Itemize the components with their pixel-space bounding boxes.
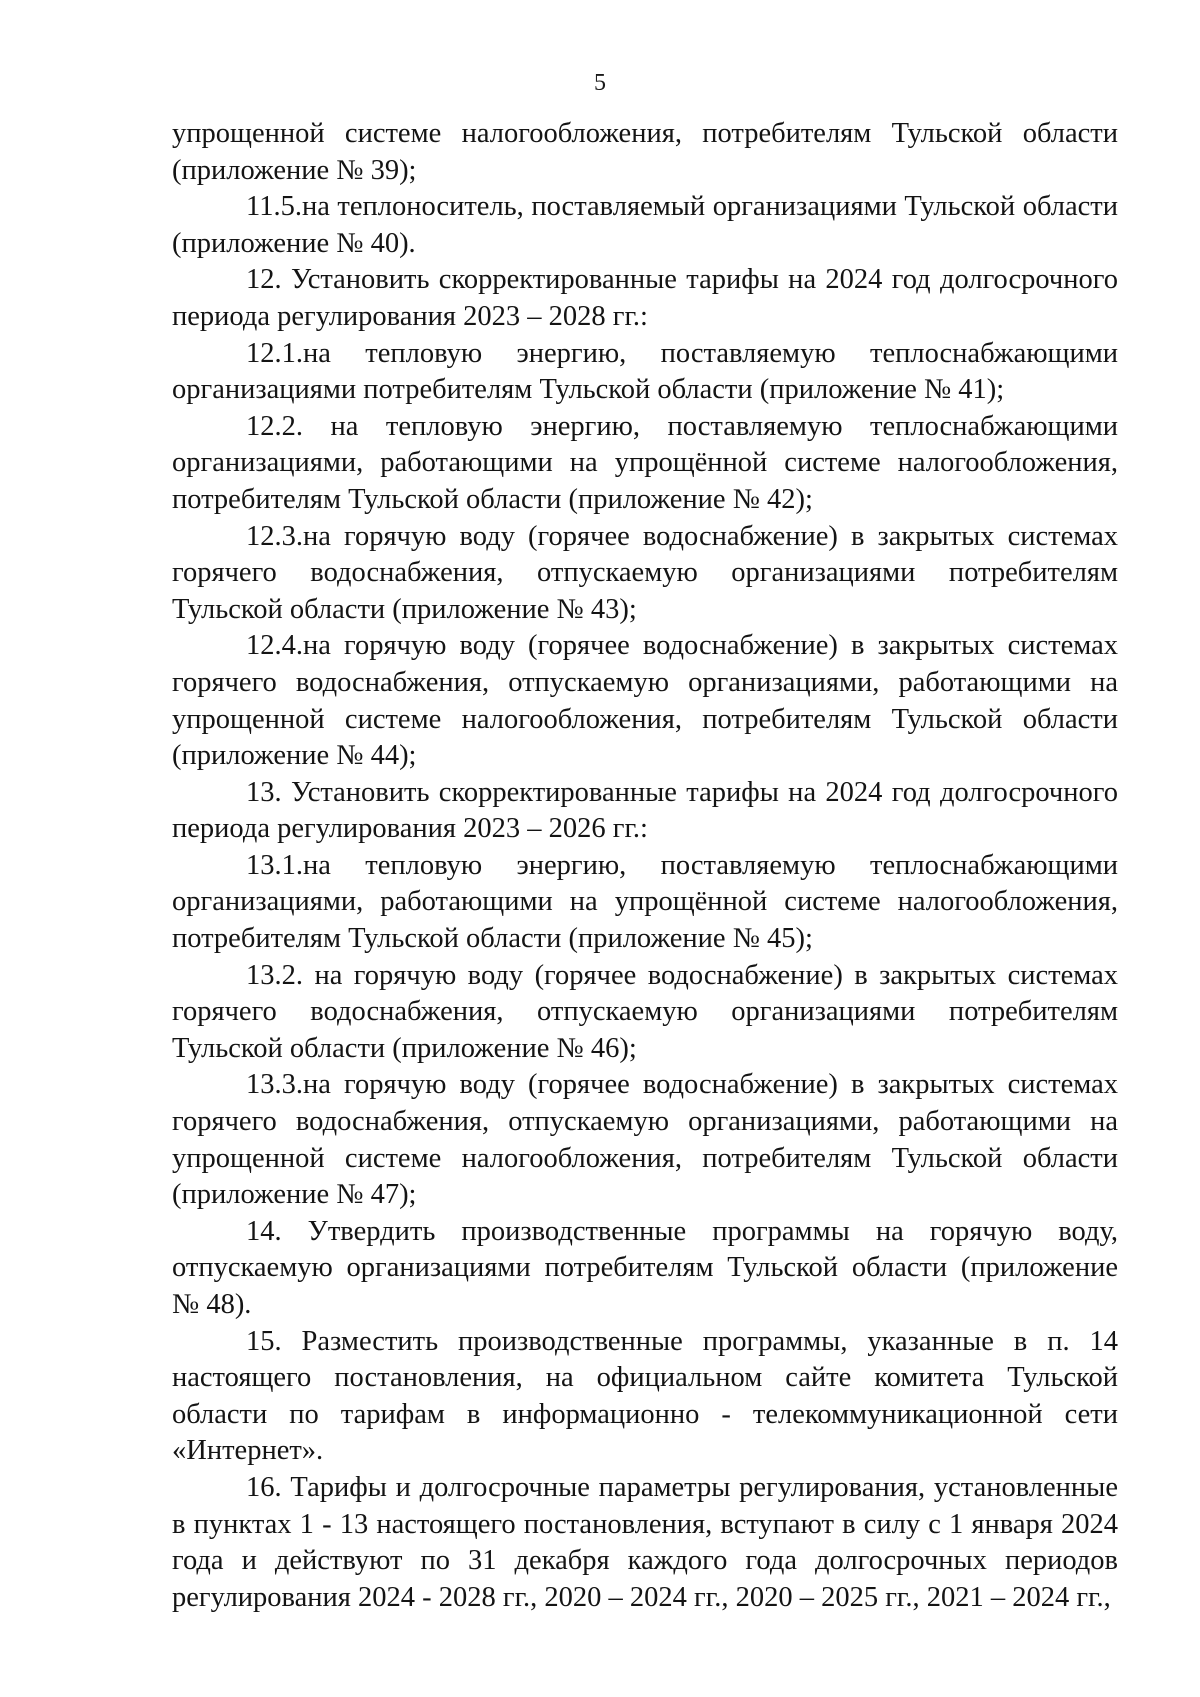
paragraph-11-5: 11.5.на теплоноситель, поставляемый организациями Тульской области (приложение № 40).	[172, 191, 1118, 259]
paragraph-13-2: 13.2. на горячую воду (горячее водоснабжение) в закрытых системах горячего водоснабжения, отпускаемую организациями потребителям Тульской области (приложение № 46);	[172, 959, 1118, 1064]
paragraph-15: 15. Разместить производственные программы, указанные в п. 14 настоящего постановления, на официальном сайте комитета Тульской области по тарифам в информационно - телекоммуникационной сети «Интернет».	[172, 1325, 1118, 1467]
paragraph-13-3: 13.3.на горячую воду (горячее водоснабжение) в закрытых системах горячего водоснабжения, отпускаемую организациями, работающими на упрощенной системе налогообложения, потребителям Тульской области (приложение № 47);	[172, 1069, 1118, 1211]
paragraph-12: 12. Установить скорректированные тарифы на 2024 год долгосрочного периода регулирования 2023 – 2028 гг.:	[172, 264, 1118, 332]
paragraph-12-4: 12.4.на горячую воду (горячее водоснабжение) в закрытых системах горячего водоснабжения, отпускаемую организациями, работающими на упрощенной системе налогообложения, потребителям Тульской области (приложение № 44);	[172, 630, 1118, 772]
paragraph-14: 14. Утвердить производственные программы на горячую воду, отпускаемую организациями потребителям Тульской области (приложение № 48).	[172, 1215, 1118, 1320]
paragraph-13-1: 13.1.на тепловую энергию, поставляемую теплоснабжающими организациями, работающими на упрощённой системе налогообложения, потребителям Тульской области (приложение № 45);	[172, 849, 1118, 955]
paragraph-12-3: 12.3.на горячую воду (горячее водоснабжение) в закрытых системах горячего водоснабжения, отпускаемую организациями потребителям Тульской области (приложение № 43);	[172, 520, 1118, 625]
paragraph-13: 13. Установить скорректированные тарифы на 2024 год долгосрочного периода регулирования 2023 – 2026 гг.:	[172, 776, 1118, 845]
paragraph-continuation: упрощенной системе налогообложения, потребителям Тульской области (приложение № 39);	[172, 118, 1118, 186]
page-number: 5	[594, 70, 606, 96]
document-body	[172, 116, 1118, 1616]
paragraph-12-2: 12.2. на тепловую энергию, поставляемую теплоснабжающими организациями, работающими на упрощённой системе налогообложения, потребителям Тульской области (приложение № 42);	[172, 410, 1118, 515]
paragraph-12-1: 12.1.на тепловую энергию, поставляемую теплоснабжающими организациями потребителям Тульской области (приложение № 41);	[172, 337, 1118, 406]
paragraph-16: 16. Тарифы и долгосрочные параметры регулирования, установленные в пунктах 1 - 13 настоящего постановления, вступают в силу с 1 января 2024 года и действуют по 31 декабря каждого года долгосрочных периодов регулирования 2024 - 2028 гг., 2020 – 2024 гг., 2020 – 2025 гг., 2021 – 2024 гг.,	[172, 1471, 1118, 1613]
